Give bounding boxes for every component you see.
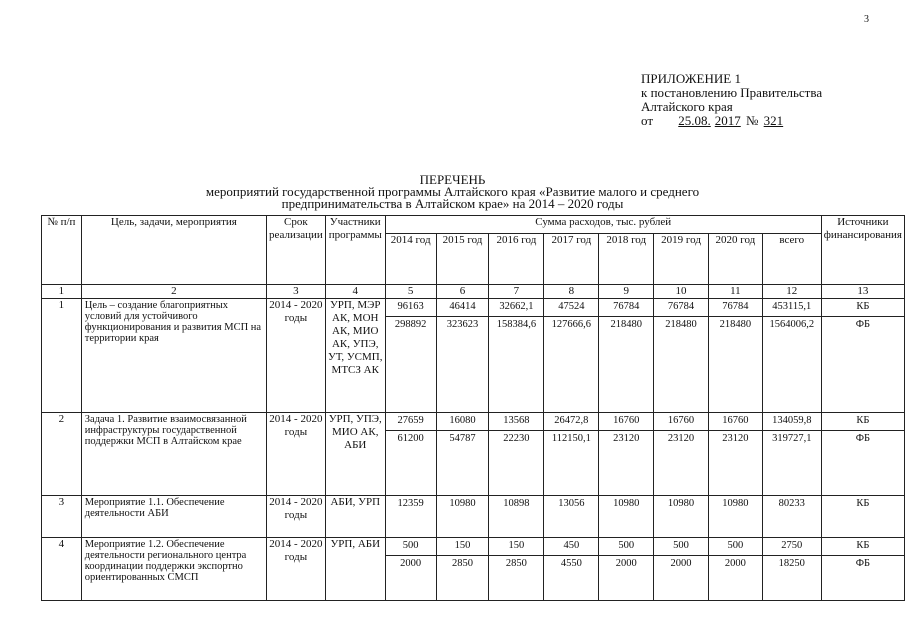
amount-value: 450 bbox=[563, 540, 580, 551]
amount-value: 500 bbox=[727, 540, 744, 551]
amount-value: 10980 bbox=[449, 498, 476, 509]
row-number: 4 bbox=[42, 538, 82, 601]
appendix-date-line bbox=[641, 114, 822, 128]
amount-cell bbox=[489, 496, 544, 538]
amount-value: 54787 bbox=[437, 430, 489, 448]
header-goal: Цель, задачи, мероприятия bbox=[81, 216, 266, 285]
funding-source: КБ bbox=[856, 415, 870, 426]
amount-cell bbox=[385, 538, 436, 601]
amount-value: 16760 bbox=[667, 415, 695, 426]
header-year-2018: 2018 год bbox=[599, 234, 654, 285]
amount-cell bbox=[762, 413, 821, 496]
amount-cell bbox=[489, 299, 544, 413]
funding-source: КБ bbox=[856, 540, 870, 551]
amount-cell bbox=[599, 538, 654, 601]
column-number: 4 bbox=[325, 285, 385, 299]
amount-value: 10980 bbox=[667, 498, 695, 509]
header-year-2016: 2016 год bbox=[489, 234, 544, 285]
amount-value: 16760 bbox=[613, 415, 640, 426]
amount-value: 22230 bbox=[489, 430, 543, 448]
source-cell bbox=[821, 299, 904, 413]
amount-value: 218480 bbox=[599, 316, 653, 334]
amount-value: 46414 bbox=[449, 301, 476, 312]
row-number: 3 bbox=[42, 496, 82, 538]
amount-value: 218480 bbox=[654, 316, 708, 334]
from-label: от bbox=[641, 113, 654, 128]
amount-value: 500 bbox=[673, 540, 689, 551]
row-description: Мероприятие 1.1. Обеспечение деятельности АБИ bbox=[81, 496, 266, 538]
page-number: 3 bbox=[864, 14, 869, 25]
amount-cell bbox=[708, 538, 762, 601]
row-description: Мероприятие 1.2. Обеспечение деятельности регионального центра координации поддержки экспортно ориентированных СМСП bbox=[81, 538, 266, 601]
amount-value: 500 bbox=[618, 540, 635, 551]
amount-value: 16080 bbox=[449, 415, 476, 426]
amount-value: 80233 bbox=[778, 498, 805, 509]
column-number: 1 bbox=[42, 285, 82, 299]
funding-source: КБ bbox=[856, 301, 870, 312]
decree-number: 321 bbox=[763, 113, 784, 128]
amount-value: 134059,8 bbox=[772, 415, 812, 426]
amount-value: 13056 bbox=[558, 498, 585, 509]
amount-cell bbox=[762, 496, 821, 538]
header-total: всего bbox=[762, 234, 821, 285]
amount-value: 27659 bbox=[397, 415, 424, 426]
row-term: 2014 - 2020 годы bbox=[267, 538, 326, 601]
header-sum: Сумма расходов, тыс. рублей bbox=[385, 216, 821, 234]
amount-cell bbox=[599, 413, 654, 496]
amount-cell bbox=[708, 496, 762, 538]
table-row bbox=[42, 413, 905, 496]
amount-cell bbox=[762, 538, 821, 601]
amount-cell bbox=[599, 496, 654, 538]
appendix-title: ПРИЛОЖЕНИЕ 1 bbox=[641, 71, 741, 86]
table-row bbox=[42, 299, 905, 413]
table-row bbox=[42, 538, 905, 601]
header-year-2020: 2020 год bbox=[708, 234, 762, 285]
amount-value: 61200 bbox=[386, 430, 436, 448]
row-description: Цель – создание благоприятных условий для устойчивого функционирования и развития МСП на территории края bbox=[81, 299, 266, 413]
activities-table bbox=[41, 215, 905, 601]
amount-value: 112150,1 bbox=[544, 430, 598, 448]
header-sources: Источники финансирования bbox=[821, 216, 904, 285]
row-number: 1 bbox=[42, 299, 82, 413]
row-number: 2 bbox=[42, 413, 82, 496]
amount-value: 76784 bbox=[613, 301, 640, 312]
amount-value: 10980 bbox=[613, 498, 640, 509]
amount-cell bbox=[654, 413, 709, 496]
amount-cell bbox=[544, 299, 599, 413]
amount-cell bbox=[385, 299, 436, 413]
column-number: 6 bbox=[436, 285, 489, 299]
amount-value: 2000 bbox=[386, 555, 436, 573]
amount-value: 2000 bbox=[599, 555, 653, 573]
amount-cell bbox=[599, 299, 654, 413]
appendix-line: к постановлению Правительства bbox=[641, 85, 823, 100]
amount-cell bbox=[489, 413, 544, 496]
amount-value: 319727,1 bbox=[763, 430, 821, 448]
amount-value: 4550 bbox=[544, 555, 598, 573]
header-year-2015: 2015 год bbox=[436, 234, 489, 285]
column-number: 2 bbox=[81, 285, 266, 299]
funding-source: ФБ bbox=[822, 430, 904, 448]
amount-value: 150 bbox=[508, 540, 525, 551]
appendix-line: Алтайского края bbox=[641, 99, 733, 114]
amount-value: 23120 bbox=[709, 430, 762, 448]
row-participants: УРП, МЭР АК, МОН АК, МИО АК, УПЭ, УТ, УСМП, МТСЗ АК bbox=[325, 299, 385, 413]
column-number: 7 bbox=[489, 285, 544, 299]
amount-value: 2850 bbox=[489, 555, 543, 573]
column-number: 13 bbox=[821, 285, 904, 299]
column-number: 10 bbox=[654, 285, 709, 299]
amount-value: 150 bbox=[454, 540, 471, 551]
amount-value: 453115,1 bbox=[772, 301, 812, 312]
amount-cell bbox=[544, 413, 599, 496]
header-participants: Участники программы bbox=[325, 216, 385, 285]
amount-value: 23120 bbox=[654, 430, 708, 448]
amount-value: 298892 bbox=[386, 316, 436, 334]
amount-value: 10898 bbox=[503, 498, 530, 509]
title-line: мероприятий государственной программы Алтайского края «Развитие малого и среднего bbox=[205, 184, 700, 199]
row-participants: УРП, АБИ bbox=[325, 538, 385, 601]
amount-cell bbox=[436, 299, 489, 413]
amount-cell bbox=[708, 413, 762, 496]
document-title bbox=[40, 174, 865, 210]
header-num: № п/п bbox=[42, 216, 82, 285]
amount-value: 10980 bbox=[722, 498, 749, 509]
source-cell bbox=[821, 496, 904, 538]
row-term: 2014 - 2020 годы bbox=[267, 413, 326, 496]
amount-value: 26472,8 bbox=[554, 415, 589, 426]
amount-value: 158384,6 bbox=[489, 316, 543, 334]
amount-cell bbox=[544, 496, 599, 538]
funding-source: ФБ bbox=[822, 555, 904, 573]
row-description: Задача 1. Развитие взаимосвязанной инфраструктуры государственной поддержки МСП в Алтайском крае bbox=[81, 413, 266, 496]
amount-value: 1564006,2 bbox=[763, 316, 821, 334]
amount-value: 16760 bbox=[722, 415, 749, 426]
amount-cell bbox=[654, 299, 709, 413]
row-term: 2014 - 2020 годы bbox=[267, 496, 326, 538]
amount-value: 23120 bbox=[599, 430, 653, 448]
amount-cell bbox=[544, 538, 599, 601]
amount-cell bbox=[654, 496, 709, 538]
header-year-2014: 2014 год bbox=[385, 234, 436, 285]
funding-source: ФБ bbox=[822, 316, 904, 334]
header-year-2019: 2019 год bbox=[654, 234, 709, 285]
appendix-block bbox=[641, 72, 822, 128]
header-year-2017: 2017 год bbox=[544, 234, 599, 285]
amount-value: 96163 bbox=[397, 301, 424, 312]
amount-value: 2750 bbox=[781, 540, 803, 551]
amount-value: 2000 bbox=[654, 555, 708, 573]
column-number: 3 bbox=[267, 285, 326, 299]
column-number: 5 bbox=[385, 285, 436, 299]
amount-cell bbox=[654, 538, 709, 601]
row-participants: УРП, УПЭ, МИО АК, АБИ bbox=[325, 413, 385, 496]
amount-cell bbox=[489, 538, 544, 601]
amount-value: 323623 bbox=[437, 316, 489, 334]
source-cell bbox=[821, 413, 904, 496]
number-label: № bbox=[746, 113, 759, 128]
column-number: 11 bbox=[708, 285, 762, 299]
amount-value: 76784 bbox=[667, 301, 695, 312]
amount-value: 500 bbox=[402, 540, 419, 551]
amount-value: 32662,1 bbox=[499, 301, 534, 312]
row-participants: АБИ, УРП bbox=[325, 496, 385, 538]
column-number-row bbox=[42, 285, 905, 299]
amount-value: 2000 bbox=[709, 555, 762, 573]
column-number: 12 bbox=[762, 285, 821, 299]
amount-cell bbox=[762, 299, 821, 413]
amount-value: 127666,6 bbox=[544, 316, 598, 334]
amount-cell bbox=[436, 496, 489, 538]
row-term: 2014 - 2020 годы bbox=[267, 299, 326, 413]
amount-value: 18250 bbox=[763, 555, 821, 573]
funding-source: КБ bbox=[856, 498, 870, 509]
amount-value: 12359 bbox=[397, 498, 424, 509]
table-row bbox=[42, 496, 905, 538]
date-year: 2017 bbox=[714, 113, 741, 128]
amount-cell bbox=[436, 538, 489, 601]
amount-cell bbox=[385, 496, 436, 538]
title-heading: ПЕРЕЧЕНЬ bbox=[419, 172, 486, 187]
amount-cell bbox=[385, 413, 436, 496]
header-term: Срок реализации bbox=[267, 216, 326, 285]
amount-value: 2850 bbox=[437, 555, 489, 573]
amount-value: 76784 bbox=[722, 301, 749, 312]
column-number: 9 bbox=[599, 285, 654, 299]
date-day: 25.08. bbox=[678, 113, 711, 128]
amount-cell bbox=[708, 299, 762, 413]
amount-value: 47524 bbox=[558, 301, 585, 312]
title-line: предпринимательства в Алтайском крае» на 2014 – 2020 годы bbox=[281, 196, 624, 211]
amount-value: 218480 bbox=[709, 316, 762, 334]
amount-cell bbox=[436, 413, 489, 496]
amount-value: 13568 bbox=[503, 415, 530, 426]
source-cell bbox=[821, 538, 904, 601]
column-number: 8 bbox=[544, 285, 599, 299]
